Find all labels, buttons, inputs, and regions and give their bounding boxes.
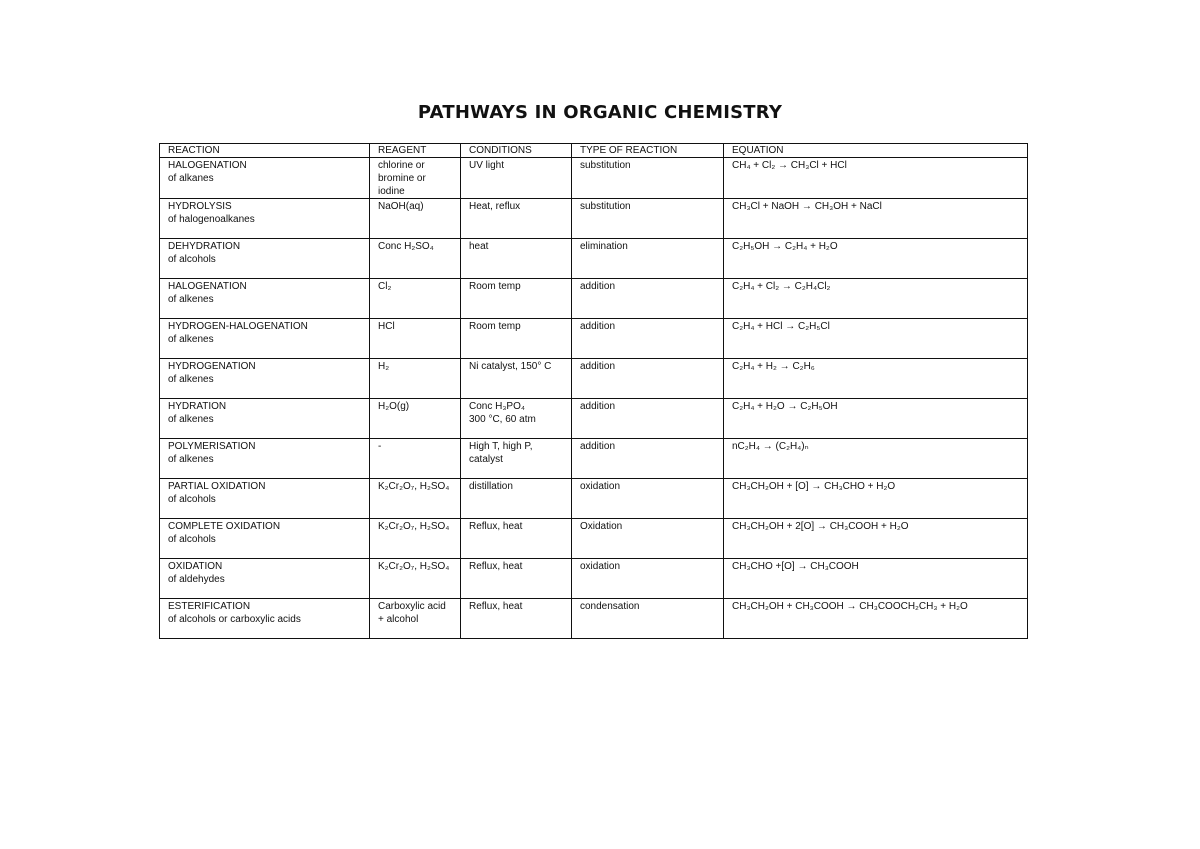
table-row bbox=[160, 599, 1028, 639]
conditions-line: Heat, reflux bbox=[469, 201, 521, 212]
table-row bbox=[160, 279, 1028, 319]
reagent-line: iodine bbox=[378, 186, 405, 197]
reagent-cell bbox=[370, 158, 461, 199]
reagent-line: bromine or bbox=[378, 173, 426, 184]
conditions-line: heat bbox=[469, 241, 489, 252]
reaction-cell bbox=[160, 279, 370, 319]
reaction-cell bbox=[160, 439, 370, 479]
equation-cell: CH₄ + Cl₂ → CH₃Cl + HCl bbox=[724, 158, 1028, 199]
reaction-name: HYDROGEN-HALOGENATION bbox=[168, 321, 308, 332]
conditions-line: UV light bbox=[469, 160, 505, 171]
conditions-line: catalyst bbox=[469, 454, 503, 465]
reaction-cell bbox=[160, 399, 370, 439]
equation-cell: nC₂H₄ → (C₂H₄)ₙ bbox=[724, 439, 1028, 479]
conditions-cell bbox=[461, 599, 572, 639]
reaction-substrate: of alkenes bbox=[168, 334, 214, 345]
conditions-line: Conc H₃PO₄ bbox=[469, 401, 525, 412]
reaction-name: HALOGENATION bbox=[168, 160, 247, 171]
reaction-name: OXIDATION bbox=[168, 561, 223, 572]
conditions-line: Reflux, heat bbox=[469, 521, 523, 532]
reaction-substrate: of alcohols bbox=[168, 494, 216, 505]
reagent-line: + alcohol bbox=[378, 614, 419, 625]
reaction-substrate: of alkenes bbox=[168, 294, 214, 305]
conditions-line: 300 °C, 60 atm bbox=[469, 414, 536, 425]
reaction-name: PARTIAL OXIDATION bbox=[168, 481, 266, 492]
reagent-cell bbox=[370, 559, 461, 599]
conditions-cell bbox=[461, 158, 572, 199]
equation-cell: C₂H₅OH → C₂H₄ + H₂O bbox=[724, 239, 1028, 279]
reaction-type-cell: addition bbox=[572, 439, 724, 479]
table-body bbox=[160, 158, 1028, 639]
reaction-type-cell: substitution bbox=[572, 158, 724, 199]
reaction-substrate: of alkenes bbox=[168, 454, 214, 465]
conditions-line: Room temp bbox=[469, 321, 521, 332]
reaction-substrate: of alkenes bbox=[168, 374, 214, 385]
equation-cell: CH₃CH₂OH + CH₃COOH → CH₃COOCH₂CH₃ + H₂O bbox=[724, 599, 1028, 639]
reaction-type-cell: addition bbox=[572, 399, 724, 439]
reaction-cell bbox=[160, 559, 370, 599]
equation-cell: CH₃CH₂OH + [O] → CH₃CHO + H₂O bbox=[724, 479, 1028, 519]
reaction-name: DEHYDRATION bbox=[168, 241, 241, 252]
reaction-cell bbox=[160, 158, 370, 199]
reaction-name: HALOGENATION bbox=[168, 281, 247, 292]
reaction-name: COMPLETE OXIDATION bbox=[168, 521, 281, 532]
reaction-name: POLYMERISATION bbox=[168, 441, 256, 452]
reaction-substrate: of aldehydes bbox=[168, 574, 225, 585]
reaction-type-cell: oxidation bbox=[572, 559, 724, 599]
conditions-cell bbox=[461, 319, 572, 359]
conditions-cell bbox=[461, 519, 572, 559]
table-row bbox=[160, 479, 1028, 519]
column-header-reagent: REAGENT bbox=[370, 144, 461, 158]
table-row bbox=[160, 439, 1028, 479]
column-header-equation: EQUATION bbox=[724, 144, 1028, 158]
reaction-cell bbox=[160, 319, 370, 359]
conditions-cell bbox=[461, 439, 572, 479]
reaction-type-cell: Oxidation bbox=[572, 519, 724, 559]
conditions-cell bbox=[461, 559, 572, 599]
reaction-type-cell: oxidation bbox=[572, 479, 724, 519]
reaction-substrate: of alcohols bbox=[168, 254, 216, 265]
equation-cell: CH₃Cl + NaOH → CH₃OH + NaCl bbox=[724, 199, 1028, 239]
reagent-line: K₂Cr₂O₇, H₂SO₄ bbox=[378, 521, 450, 532]
column-header-conditions: CONDITIONS bbox=[461, 144, 572, 158]
conditions-cell bbox=[461, 199, 572, 239]
conditions-line: Room temp bbox=[469, 281, 521, 292]
reaction-substrate: of alkanes bbox=[168, 173, 214, 184]
reagent-line: Carboxylic acid bbox=[378, 601, 446, 612]
table-row bbox=[160, 239, 1028, 279]
reaction-substrate: of alcohols or carboxylic acids bbox=[168, 614, 301, 625]
reagent-line: K₂Cr₂O₇, H₂SO₄ bbox=[378, 481, 450, 492]
conditions-cell bbox=[461, 239, 572, 279]
table-row bbox=[160, 199, 1028, 239]
table-row bbox=[160, 359, 1028, 399]
conditions-cell bbox=[461, 359, 572, 399]
reagent-cell bbox=[370, 519, 461, 559]
equation-cell: CH₃CH₂OH + 2[O] → CH₃COOH + H₂O bbox=[724, 519, 1028, 559]
reagent-cell bbox=[370, 319, 461, 359]
column-header-reaction: REACTION bbox=[160, 144, 370, 158]
reagent-cell bbox=[370, 399, 461, 439]
conditions-line: Ni catalyst, 150° C bbox=[469, 361, 552, 372]
reaction-name: HYDROLYSIS bbox=[168, 201, 232, 212]
reaction-type-cell: addition bbox=[572, 279, 724, 319]
table-row bbox=[160, 519, 1028, 559]
reagent-line: H₂O(g) bbox=[378, 401, 410, 412]
reaction-name: ESTERIFICATION bbox=[168, 601, 251, 612]
reaction-cell bbox=[160, 479, 370, 519]
page-title: PATHWAYS IN ORGANIC CHEMISTRY bbox=[417, 102, 783, 123]
reaction-cell bbox=[160, 359, 370, 399]
reaction-name: HYDRATION bbox=[168, 401, 227, 412]
equation-cell: CH₃CHO +[O] → CH₃COOH bbox=[724, 559, 1028, 599]
conditions-line: High T, high P, bbox=[469, 441, 533, 452]
conditions-line: distillation bbox=[469, 481, 513, 492]
reagent-cell bbox=[370, 479, 461, 519]
reagent-cell bbox=[370, 239, 461, 279]
reaction-cell bbox=[160, 239, 370, 279]
reaction-substrate: of halogenoalkanes bbox=[168, 214, 255, 225]
equation-cell: C₂H₄ + Cl₂ → C₂H₄Cl₂ bbox=[724, 279, 1028, 319]
reagent-line: chlorine or bbox=[378, 160, 425, 171]
reaction-name: HYDROGENATION bbox=[168, 361, 256, 372]
equation-cell: C₂H₄ + HCl → C₂H₅Cl bbox=[724, 319, 1028, 359]
reaction-type-cell: addition bbox=[572, 359, 724, 399]
reaction-type-cell: addition bbox=[572, 319, 724, 359]
reaction-cell bbox=[160, 599, 370, 639]
reagent-line: NaOH(aq) bbox=[378, 201, 424, 212]
equation-cell: C₂H₄ + H₂ → C₂H₆ bbox=[724, 359, 1028, 399]
table-row bbox=[160, 399, 1028, 439]
reagent-line: Cl₂ bbox=[378, 281, 392, 292]
table-row bbox=[160, 559, 1028, 599]
reaction-substrate: of alcohols bbox=[168, 534, 216, 545]
reaction-cell bbox=[160, 519, 370, 559]
conditions-line: Reflux, heat bbox=[469, 561, 523, 572]
reaction-cell bbox=[160, 199, 370, 239]
conditions-cell bbox=[461, 479, 572, 519]
column-header-type: TYPE OF REACTION bbox=[572, 144, 724, 158]
reagent-line: - bbox=[378, 441, 382, 452]
reagent-cell bbox=[370, 199, 461, 239]
table-header-row bbox=[160, 144, 1028, 158]
table-row bbox=[160, 319, 1028, 359]
reaction-substrate: of alkenes bbox=[168, 414, 214, 425]
reaction-type-cell: elimination bbox=[572, 239, 724, 279]
reagent-cell bbox=[370, 599, 461, 639]
reagent-cell bbox=[370, 359, 461, 399]
reaction-type-cell: condensation bbox=[572, 599, 724, 639]
reagent-line: Conc H₂SO₄ bbox=[378, 241, 434, 252]
reagent-cell bbox=[370, 439, 461, 479]
conditions-cell bbox=[461, 279, 572, 319]
conditions-cell bbox=[461, 399, 572, 439]
reaction-type-cell: substitution bbox=[572, 199, 724, 239]
reagent-line: H₂ bbox=[378, 361, 390, 372]
conditions-line: Reflux, heat bbox=[469, 601, 523, 612]
reagent-line: K₂Cr₂O₇, H₂SO₄ bbox=[378, 561, 450, 572]
equation-cell: C₂H₄ + H₂O → C₂H₅OH bbox=[724, 399, 1028, 439]
table-row bbox=[160, 158, 1028, 199]
reagent-cell bbox=[370, 279, 461, 319]
reagent-line: HCl bbox=[378, 321, 395, 332]
pathways-table bbox=[159, 143, 1028, 639]
